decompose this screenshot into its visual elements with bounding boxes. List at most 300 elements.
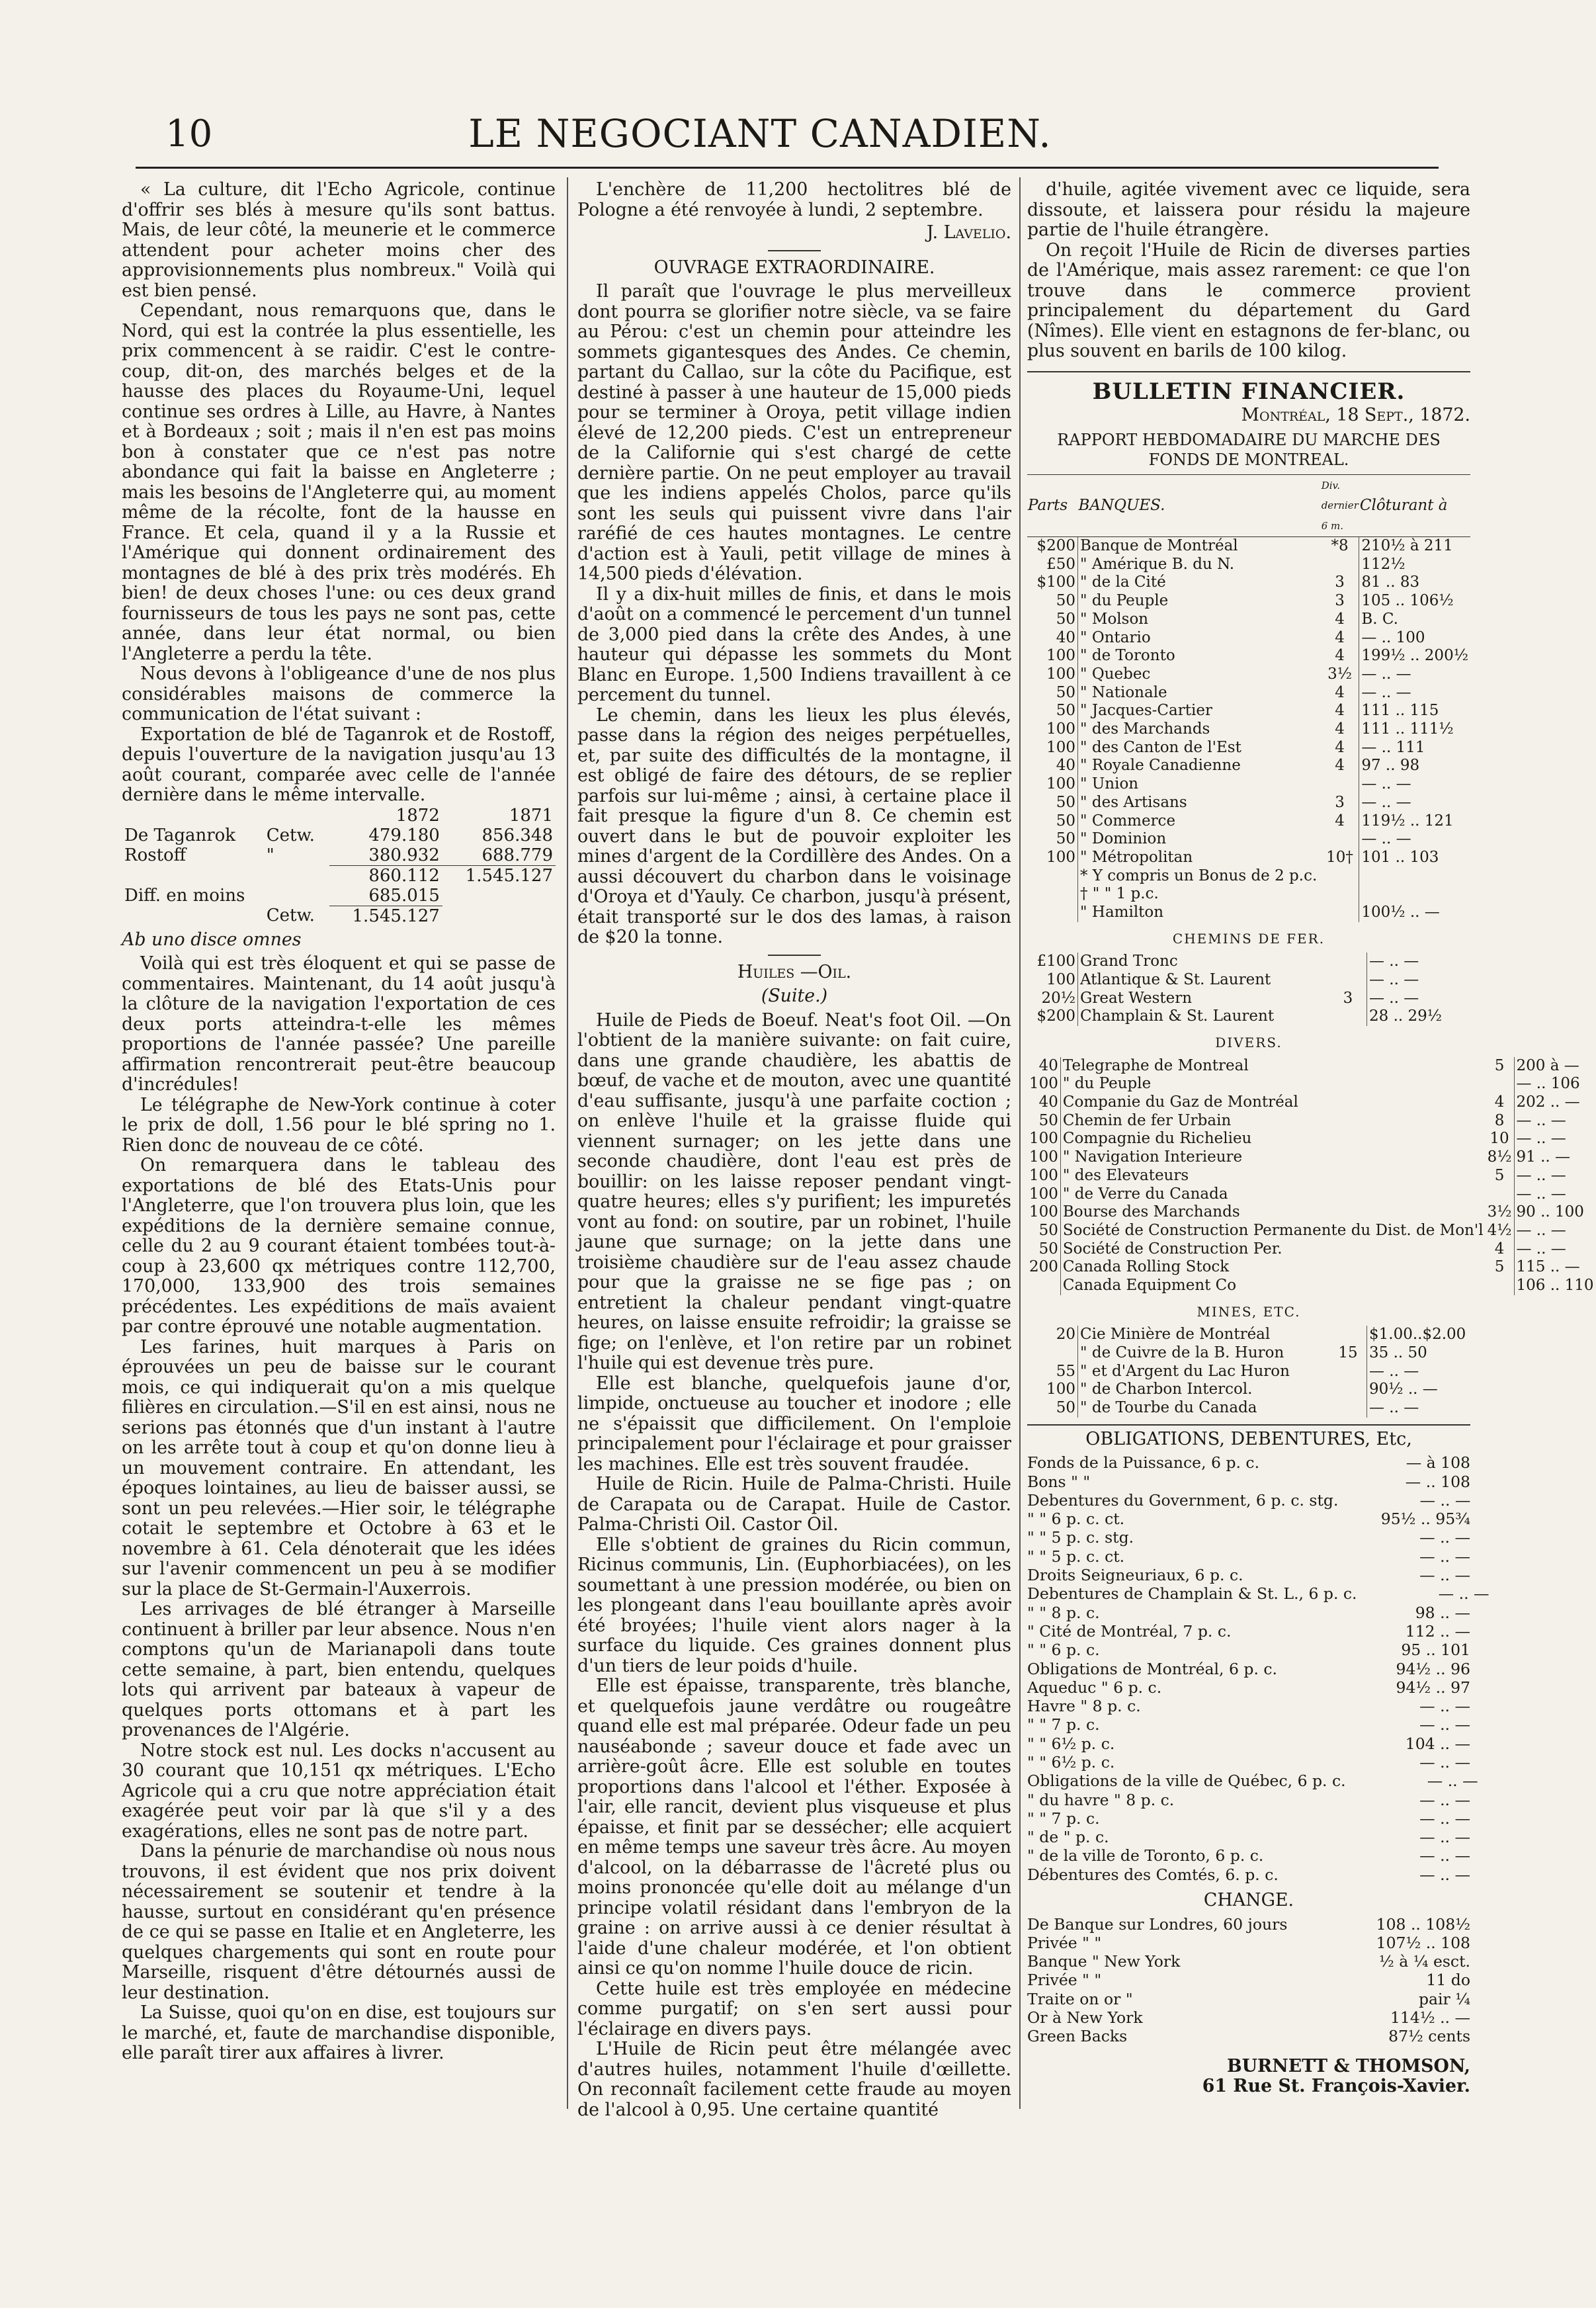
section-title: CHANGE.: [1203, 1890, 1294, 1911]
table-row: [1027, 1240, 1596, 1259]
table-row: [1027, 812, 1470, 831]
closing-price: 90 .. 100: [1516, 1203, 1584, 1221]
par-value: 40: [1027, 1057, 1060, 1076]
page-number: 10: [165, 112, 213, 155]
dividend: [1321, 885, 1359, 904]
dividend: *8: [1321, 537, 1359, 556]
closing-price: 111 .. 115: [1361, 702, 1439, 720]
par-value: 20½: [1027, 990, 1078, 1008]
list-item: [1027, 2027, 1470, 2045]
paragraph: On reçoit l'Huile de Ricin de diverses parties de l'Amérique, mais assez rarement: ce que l'on trouve dans le commerce provient principalement du département du Gard (Nîmes). Elle vient en estagnons de fer-blanc, ou plus souvent en barils de 100 kilog.: [1027, 239, 1470, 361]
table-row: [1027, 1203, 1596, 1222]
export-table: [122, 806, 556, 926]
list-item: [1027, 1660, 1470, 1678]
par-value: [1027, 904, 1078, 922]
par-value: 100: [1027, 1203, 1060, 1222]
table-row: [1027, 629, 1470, 648]
dividend: 4: [1321, 629, 1359, 648]
paragraph: Nous devons à l'obligeance d'une de nos plus considérables maisons de commerce la communication de l'état suivant :: [122, 663, 556, 724]
item-value: — .. —: [1419, 1828, 1470, 1847]
security-name: " Royale Canadienne: [1080, 757, 1241, 775]
security-name: " de Tourbe du Canada: [1080, 1399, 1257, 1417]
item-value: — .. 108: [1405, 1472, 1470, 1491]
cell-value: 688.779: [482, 845, 553, 865]
security-name: Bourse des Marchands: [1062, 1203, 1240, 1221]
par-value: 50: [1027, 702, 1078, 720]
par-value: [1027, 885, 1078, 904]
security-name: Atlantique & St. Laurent: [1080, 970, 1271, 988]
closing-price: 210½ à 211: [1361, 537, 1453, 554]
diff-label: Diff. en moins: [124, 885, 245, 906]
item-label: Bons " ": [1027, 1472, 1091, 1491]
security-name: " du Peuple: [1062, 1075, 1152, 1093]
par-value: [1027, 867, 1078, 886]
table-row: [1027, 849, 1470, 867]
par-value: 100: [1027, 1185, 1060, 1204]
security-name: Canada Equipment Co: [1062, 1277, 1237, 1295]
dividend: 3: [1321, 592, 1359, 611]
paragraph: Cependant, nous remarquons que, dans le Nord, qui est la contrée la plus essentielle, les prix commencent à se raidir. C'est le contre-coup, dit-on, des marchés belges et de la hausse des places du Royaume-Uni, lequel continue ses ordres à Lille, au Havre, à Nantes et à Bordeaux ; soit ; mais il n'en est pas moins bon à constater que ce n'est pas notre abondance qui fait la baisse en Angleterre ; mais les besoins de l'Angleterre qui, au moment même de la récolte, font de la hausse en France. Et cela, quand il y a la Russie et l'Amérique qui donnent ordinairement des montagnes de blé à des prix très modérés. Eh bien! de deux choses l'une: ou ces deux grand fournisseurs de tous les pays ne sont pas, cette année, dans leur état normal, ou bien l'Angleterre a perdu la tête.: [122, 300, 556, 664]
column-2: [577, 180, 1011, 2120]
table-row: [1027, 592, 1470, 611]
closing-price: B. C.: [1361, 610, 1398, 628]
list-item: [1027, 2008, 1470, 2027]
section-subtitle: RAPPORT HEBDOMADAIRE DU MARCHE DES FONDS DE MONTREAL.: [1057, 430, 1441, 469]
closing-price: 112½: [1361, 555, 1406, 573]
item-label: " " 5 p. c. ct.: [1027, 1547, 1125, 1566]
par-value: 100: [1027, 665, 1078, 684]
security-name: " Jacques-Cartier: [1080, 702, 1212, 720]
par-value: 50: [1027, 1112, 1060, 1131]
total-value: 860.112: [329, 865, 442, 886]
security-name: " Commerce: [1080, 812, 1176, 830]
dividend: 5: [1486, 1057, 1514, 1076]
security-name: Cie Minière de Montréal: [1080, 1326, 1271, 1344]
separator: [768, 250, 821, 251]
closing-price: 202 .. —: [1516, 1093, 1580, 1111]
item-value: — .. —: [1419, 1715, 1470, 1734]
list-item: [1027, 1678, 1470, 1697]
item-label: Debentures du Government, 6 p. c. stg.: [1027, 1490, 1339, 1510]
paragraph: Huile de Pieds de Boeuf. Neat's foot Oil. —On l'obtient de la manière suivante: on fait cuire, dans une grande chaudière, les abattis de bœuf, de vache et de mouton, avec une quantité d'eau suffisante, jusqu'à une parfaite coction ; on enlève l'huile et la graisse fluide qui viennent surnager; on les jette dans une seconde chaudière, dont l'eau est près de bouillir: on les laisse reposer pendant vingt-quatre heures; elles s'y purifient; les impuretés vont au fond: on soutire, par un robinet, l'huile jaune que surnage; on la jette dans une troisième chaudière sur de l'eau assez chaude pour que la graisse ne se fige pas ; on entretient la chaleur pendant vingt-quatre heures, on laisse ensuite refroidir; la graisse se fige; on l'enlève, et l'on retire par un robinet l'huile qui est devenue très pure.: [577, 1009, 1011, 1373]
security-name: " de Toronto: [1080, 647, 1175, 665]
closing-price: 105 .. 106½: [1361, 592, 1454, 610]
table-row: [1027, 720, 1470, 739]
item-value: ½ à ¼ esct.: [1378, 1952, 1470, 1971]
list-item: [1027, 1934, 1470, 1952]
security-name: Telegraphe de Montreal: [1062, 1056, 1249, 1074]
item-label: " " 7 p. c.: [1027, 1715, 1100, 1734]
table-section-title: DIVERS.: [1215, 1035, 1282, 1051]
paragraph: Voilà qui est très éloquent et qui se passe de commentaires. Maintenant, du 14 août jusqu'à la clôture de la navigation l'exportation de ces deux ports atteindra-t-elle les mêmes proportions de l'année passée? Une pareille affirmation rencontrerait peut-être beaucoup d'incrédules!: [122, 953, 556, 1095]
item-value: — .. —: [1419, 1809, 1470, 1828]
paragraph: Le télégraphe de New-York continue à coter le prix de doll, 1.56 pour le blé spring no 1. Rien donc de nouveau de ce côté.: [122, 1094, 556, 1156]
list-item: [1027, 1791, 1470, 1809]
dividend: 3½: [1321, 665, 1359, 684]
closing-price: — .. 111: [1361, 738, 1425, 756]
section-title: OBLIGATIONS, DEBENTURES, Etc,: [1085, 1428, 1412, 1449]
par-value: [1027, 1277, 1060, 1295]
par-value: 40: [1027, 1093, 1060, 1112]
item-value: 95½ .. 95¾: [1380, 1510, 1470, 1529]
list-item: [1027, 1915, 1470, 1934]
railway-table: [1027, 953, 1470, 1026]
item-label: Debentures de Champlain & St. L., 6 p. c.: [1027, 1584, 1357, 1603]
par-value: 100: [1027, 720, 1078, 739]
dividend: [1486, 1075, 1514, 1093]
table-row: [1027, 739, 1470, 757]
table-row: [122, 845, 556, 866]
paragraph: Cette huile est très employée en médecine comme purgatif; on s'en sert aussi pour l'éclairage en divers pays.: [577, 1978, 1011, 2039]
item-value: — .. —: [1419, 1865, 1470, 1884]
dividend: [1329, 1007, 1367, 1026]
security-name: † " " 1 p.c.: [1080, 885, 1159, 903]
par-value: 50: [1027, 830, 1078, 849]
par-value: [1027, 1344, 1078, 1363]
item-value: 95 .. 101: [1401, 1641, 1470, 1660]
row-label: Rostoff: [124, 845, 187, 865]
list-item: [1027, 1865, 1470, 1884]
security-name: " Nationale: [1080, 683, 1167, 701]
security-name: Champlain & St. Laurent: [1080, 1007, 1275, 1025]
paragraph: Dans la pénurie de marchandise où nous nous trouvons, il est évident que nos prix doivent nécessairement se soutenir et tendre à la hausse, surtout en considérant qu'en présence de ce qui se passe en Italie et en Angleterre, les quelques chargements qui sont en route pour Marseille, risquent d'être détournés aussi de leur destination.: [122, 1841, 556, 2003]
dividend: 10: [1486, 1130, 1514, 1148]
row-label: De Taganrok: [124, 825, 236, 845]
closing-price: — .. —: [1361, 793, 1411, 811]
dividend: 5: [1486, 1167, 1514, 1185]
closing-price: 81 .. 83: [1361, 574, 1420, 591]
closing-price: 28 .. 29½: [1369, 1007, 1443, 1025]
item-value: — .. —: [1427, 1772, 1478, 1791]
item-value: — à 108: [1406, 1453, 1470, 1473]
cell-value: 856.348: [482, 825, 553, 845]
item-value: 94½ .. 96: [1396, 1659, 1470, 1678]
dividend: 5: [1486, 1258, 1514, 1277]
column-divider: [1019, 177, 1021, 2109]
table-row: [1027, 556, 1470, 574]
paragraph: Il paraît que l'ouvrage le plus merveilleux dont pourra se glorifier notre siècle, va se faire au Pérou: c'est un chemin pour atteindre les sommets gigantesques des Andes. Ce chemin, partant du Callao, sur la côte du Pacifique, est destiné à passer à une hauteur de 15,000 pieds pour se terminer à Oroya, petit village indien élevé de 12,200 pieds. C'est un entrepreneur de la Californie qui s'est chargé de cette dernière partie. On ne peut employer au travail que les indiens appelés Cholos, parce qu'ils sont les seuls qui puissent vivre dans l'air raréfié de ces hautes montagnes. Le centre d'action est à Yauli, petit village de mines à 14,500 pieds d'élévation.: [577, 281, 1011, 584]
closing-price: 35 .. 50: [1369, 1344, 1427, 1361]
item-label: Fonds de la Puissance, 6 p. c.: [1027, 1453, 1260, 1473]
table-row: [1027, 1277, 1596, 1295]
row-unit: ": [266, 845, 274, 865]
par-value: 50: [1027, 1240, 1060, 1259]
closing-price: — .. —: [1369, 970, 1419, 988]
item-label: " " 6 p. c.: [1027, 1641, 1100, 1660]
year-header: 1871: [509, 805, 553, 826]
paragraph: Les arrivages de blé étranger à Marseille continuent à briller par leur absence. Nous n'en comptons qu'un de Marianapoli dans toute cette semaine, à part, bien entendu, quelques lots qui arrivent par bateaux à vapeur de quelques ports ottomans et à part les provenances de l'Algérie.: [122, 1599, 556, 1740]
closing-price: 100½ .. —: [1361, 904, 1440, 921]
closing-price: — .. —: [1516, 1166, 1566, 1184]
separator: [768, 955, 821, 956]
closing-price: 97 .. 98: [1361, 757, 1420, 775]
table-row: [1027, 1258, 1596, 1277]
closing-price: — .. —: [1516, 1111, 1566, 1129]
total-row: [122, 865, 556, 886]
list-item: [1027, 1528, 1470, 1547]
security-name: " Dominion: [1080, 830, 1167, 848]
dividend: [1321, 867, 1359, 886]
paragraph: La Suisse, quoi qu'on en dise, est toujours sur le marché, et, faute de marchandise disponible, elle paraît tirer aux affaires à livrer.: [122, 2002, 556, 2063]
item-value: 107½ .. 108: [1376, 1933, 1470, 1952]
closing-price: — .. 100: [1361, 628, 1425, 646]
list-item: [1027, 1622, 1470, 1641]
item-label: Traite on or ": [1027, 1989, 1133, 2008]
closing-price: — .. —: [1369, 989, 1419, 1007]
dividend: 15: [1329, 1344, 1367, 1363]
item-value: 104 .. —: [1405, 1734, 1470, 1753]
item-label: Havre " 8 p. c.: [1027, 1697, 1141, 1716]
list-item: [1027, 1603, 1470, 1622]
cell-value: 380.932: [368, 845, 440, 865]
security-name: " Quebec: [1080, 665, 1151, 683]
par-value: 100: [1027, 647, 1078, 665]
item-value: — .. —: [1419, 1566, 1470, 1585]
article-heading: OUVRAGE EXTRAORDINAIRE.: [653, 257, 935, 278]
dividend: [1329, 953, 1367, 971]
table-row: [1027, 647, 1470, 665]
final-value: 1.545.127: [329, 906, 442, 926]
list-item: [1027, 1584, 1490, 1603]
table-row: [1027, 953, 1470, 971]
paragraph: Elle est blanche, quelquefois jaune d'or, limpide, onctueuse au toucher et inodore ; elle ne s'épaissit que difficilement. On l'emploie principalement pour l'éclairage et pour graisser les machines. Elle est très souvent fraudée.: [577, 1373, 1011, 1475]
closing-price: — .. —: [1361, 665, 1411, 683]
par-value: 100: [1027, 739, 1078, 757]
col-header: BANQUES.: [1078, 474, 1321, 537]
table-row: [1027, 1075, 1596, 1093]
list-item: [1027, 1952, 1470, 1971]
diff-value: 685.015: [368, 885, 440, 906]
par-value: $200: [1027, 1007, 1078, 1026]
closing-price: — .. —: [1516, 1130, 1566, 1148]
item-value: — .. —: [1438, 1584, 1490, 1603]
list-item: [1027, 1491, 1470, 1510]
dividend: 8½: [1486, 1148, 1514, 1167]
table-row: [1027, 1326, 1470, 1344]
item-label: Droits Seigneuriaux, 6 p. c.: [1027, 1566, 1243, 1585]
closing-price: 90½ .. —: [1369, 1381, 1438, 1398]
header-rule: [136, 167, 1439, 169]
dividend: 3: [1321, 574, 1359, 592]
paragraph: Elle est épaisse, transparente, très blanche, et quelquefois jaune verdâtre ou rougeâtre quand elle est mal préparée. Odeur fade un peu nauséabonde ; saveur douce et fade avec un arrière-goût âcre. Elle est soluble en toutes proportions dans l'alcool et l'éther. Exposée à l'air, elle rancit, devient plus visqueuse et plus épaisse, et finit par se dessécher; elle acquiert en même temps une saveur très âcre. Au moyen d'alcool, on la débarrasse de l'âcreté plus ou moins prononcée qu'elle doit au mélange d'un principe volatil résidant dans l'embryon de la graine : on arrive aussi à ce denier résultat à l'aide d'une chaleur modérée, et l'on obtient ainsi ce qu'on nomme l'huile douce de ricin.: [577, 1676, 1011, 1979]
security-name: " de la Cité: [1080, 574, 1166, 591]
item-label: " de la ville de Toronto, 6 p. c.: [1027, 1846, 1264, 1865]
par-value: 50: [1027, 684, 1078, 703]
dividend: 4: [1321, 611, 1359, 629]
par-value: 40: [1027, 757, 1078, 775]
paragraph: d'huile, agitée vivement avec ce liquide, sera dissoute, et laissera pour résidu la majeure partie de l'huile étrangère.: [1027, 179, 1470, 240]
dividend: [1329, 1363, 1367, 1381]
par-value: 100: [1027, 1381, 1078, 1399]
item-label: Or à New York: [1027, 2008, 1143, 2028]
item-value: 112 .. —: [1405, 1621, 1470, 1641]
paragraph: Il y a dix-huit milles de finis, et dans le mois d'août on a commencé le percement d'un tunnel de 3,000 pied dans la crête des Andes, à une hauteur qui dépasse les sommets du Mont Blanc en Europe. 1,500 Indiens travaillent à ce percement du tunnel.: [577, 583, 1012, 705]
table-section-title: MINES, ETC.: [1197, 1303, 1301, 1320]
table-row: [1027, 867, 1470, 886]
dividend: 4: [1486, 1093, 1514, 1112]
closing-price: [1359, 885, 1470, 904]
dividend: [1321, 556, 1359, 574]
item-label: Obligations de Montréal, 6 p. c.: [1027, 1659, 1278, 1678]
security-name: " des Canton de l'Est: [1080, 738, 1241, 756]
security-name: " des Elevateurs: [1062, 1166, 1189, 1184]
dividend: [1321, 904, 1359, 922]
security-name: Canada Rolling Stock: [1062, 1258, 1230, 1276]
item-label: Débentures des Comtés, 6. p. c.: [1027, 1865, 1279, 1884]
security-name: " Hamilton: [1080, 904, 1164, 921]
par-value: 100: [1027, 849, 1078, 867]
table-row: [1027, 1344, 1470, 1363]
par-value: 40: [1027, 629, 1078, 648]
paragraph: Elle s'obtient de graines du Ricin commun, Ricinus communis, Lin. (Euphorbiacées), on les soumettant à une pression modérée, ou bien on les plongeant dans l'eau bouillante après avoir été broyées; l'huile vient alors nager à la surface du liquide. Ces graines donnent plus d'un tiers de leur poids d'huile.: [577, 1534, 1011, 1676]
dividend: [1329, 1399, 1367, 1418]
dividend: 4: [1486, 1240, 1514, 1259]
item-label: " " 5 p. c. stg.: [1027, 1528, 1134, 1547]
list-item: [1027, 1734, 1470, 1753]
table-row: [1027, 1185, 1596, 1204]
col-header: Clôturant à: [1359, 474, 1470, 537]
item-value: — .. —: [1419, 1547, 1470, 1566]
item-label: Obligations de la ville de Québec, 6 p. c.: [1027, 1772, 1346, 1791]
table-row: [1027, 574, 1470, 592]
table-row: [1027, 775, 1470, 794]
item-value: 108 .. 108½: [1376, 1914, 1470, 1934]
security-name: Companie du Gaz de Montréal: [1062, 1093, 1298, 1111]
dividend: [1329, 1326, 1367, 1344]
dividend: [1486, 1185, 1514, 1204]
table-row: [1027, 1167, 1596, 1185]
security-name: " Amérique B. du N.: [1080, 555, 1235, 573]
closing-price: — .. —: [1369, 953, 1419, 970]
par-value: 20: [1027, 1326, 1078, 1344]
security-name: " et d'Argent du Lac Huron: [1080, 1362, 1290, 1380]
closing-price: 106 .. 110: [1516, 1277, 1594, 1295]
article-heading: Huiles —Oil.: [737, 961, 852, 982]
item-label: " " 6 p. c. ct.: [1027, 1510, 1125, 1529]
cell-value: 479.180: [368, 825, 440, 845]
security-name: " du Peuple: [1080, 592, 1169, 610]
list-item: [1027, 1772, 1478, 1791]
separator: [1027, 371, 1470, 372]
list-item: [1027, 1971, 1470, 1989]
table-row: [1027, 1057, 1596, 1076]
list-item: [1027, 1846, 1470, 1865]
par-value: 100: [1027, 1148, 1060, 1167]
change-list: [1027, 1915, 1470, 2046]
table-row: [1027, 1093, 1596, 1112]
security-name: Compagnie du Richelieu: [1062, 1130, 1252, 1148]
table-row: [1027, 684, 1470, 703]
item-value: 114½ .. —: [1390, 2008, 1470, 2028]
item-value: — .. —: [1419, 1846, 1470, 1865]
table-row: [1027, 1222, 1596, 1240]
dividend: [1321, 830, 1359, 849]
column-1: [122, 180, 556, 2064]
paragraph: Huile de Ricin. Huile de Palma-Christi. Huile de Carapata ou de Carapat. Huile de Castor. Palma-Christi Oil. Castor Oil.: [577, 1474, 1011, 1535]
dividend: 4: [1321, 702, 1359, 720]
paragraph: Le chemin, dans les lieux les plus élevés, passe dans la région des neiges perpétuelles, et, par suite des difficultés de la montagne, il est obligé de faire des détours, de se replier parfois sur lui-même ; ainsi, à certaine place il fait presque la figure d'un 8. Ce chemin est ouvert dans le but de pouvoir exploiter les mines d'argent de la Cordillère des Andes. On a aussi découvert du charbon dans le voisinage d'Oroya et d'Yauly. Ce charbon, jusqu'à présent, était transporté sur le dos des lamas, à raison de $20 la tonne.: [577, 705, 1011, 947]
security-name: " Ontario: [1080, 628, 1151, 646]
item-label: " " 7 p. c.: [1027, 1809, 1100, 1828]
table-row: [122, 826, 556, 845]
par-value: 100: [1027, 971, 1078, 990]
closing-price: 115 .. —: [1516, 1258, 1580, 1276]
item-value: 87½ cents: [1388, 2027, 1470, 2046]
security-name: * Y compris un Bonus de 2 p.c.: [1080, 867, 1318, 884]
par-value: 50: [1027, 794, 1078, 812]
par-value: £50: [1027, 556, 1078, 574]
par-value: 50: [1027, 1399, 1078, 1418]
dividend: 10†: [1321, 849, 1359, 867]
security-name: Banque de Montréal: [1080, 537, 1238, 554]
closing-price: — .. —: [1361, 830, 1411, 848]
table-row: [1027, 904, 1470, 922]
item-label: " " 8 p. c.: [1027, 1603, 1100, 1622]
table-row: [1027, 1007, 1470, 1026]
diff-row: [122, 886, 556, 906]
security-name: " Métropolitan: [1080, 848, 1193, 866]
table-row: [1027, 1130, 1596, 1148]
paragraph: L'Huile de Ricin peut être mélangée avec d'autres huiles, notamment l'huile d'œillette. On reconnaît facilement cette fraude au moyen de l'alcool à 0,95. Une certaine quantité: [577, 2039, 1011, 2120]
list-item: [1027, 1697, 1470, 1715]
dividend: 4: [1321, 647, 1359, 665]
par-value: 50: [1027, 611, 1078, 629]
security-name: " des Artisans: [1080, 793, 1187, 811]
separator: [1027, 1424, 1470, 1426]
security-name: " de Charbon Intercol.: [1080, 1381, 1253, 1398]
table-row: [1027, 537, 1470, 556]
item-label: " " 6½ p. c.: [1027, 1752, 1115, 1772]
security-name: Société de Construction Per.: [1062, 1240, 1282, 1258]
table-row: [1027, 757, 1470, 775]
closing-price: — .. —: [1361, 775, 1411, 793]
total-value: 1.545.127: [442, 865, 556, 886]
closing-price: 199½ .. 200½: [1361, 647, 1468, 665]
security-name: " de Verre du Canada: [1062, 1185, 1228, 1203]
paragraph: On remarquera dans le tableau des exportations de blé des Etats-Unis pour l'Angleterre, que l'on trouvera plus loin, que les expéditions de la dernière semaine connue, celle du 2 au 9 courant étaient tombées tout-à-coup à 23,600 qx métriques contre 112,700, 170,000, 133,900 des trois semaines précédentes. Les expéditions de maïs avaient par contre éprouvé une notable augmentation.: [122, 1155, 556, 1337]
list-item: [1027, 1990, 1470, 2008]
table-row: [1027, 1399, 1470, 1418]
table-row: [1027, 665, 1470, 684]
table-row: [1027, 794, 1470, 812]
dateline: Montréal, 18 Sept., 1872.: [1241, 405, 1470, 425]
par-value: £100: [1027, 953, 1078, 971]
paragraph: « La culture, dit l'Echo Agricole, continue d'offrir ses blés à mesure qu'ils sont battus. Mais, de leur côté, la meunerie et le commerce attendent pour acheter moins cher des approvisionnements plus nombreux." Voilà qui est bien pensé.: [122, 179, 556, 301]
par-value: 50: [1027, 812, 1078, 831]
par-value: 50: [1027, 1222, 1060, 1240]
list-item: [1027, 1453, 1470, 1472]
item-value: 11 do: [1426, 1971, 1470, 1990]
list-item: [1027, 1566, 1470, 1584]
final-unit: Cetw.: [266, 906, 315, 926]
security-name: " Union: [1080, 775, 1139, 793]
dividend: 4½: [1486, 1222, 1514, 1240]
item-label: " Cité de Montréal, 7 p. c.: [1027, 1621, 1232, 1641]
par-value: 100: [1027, 1075, 1060, 1093]
table-section-title: CHEMINS DE FER.: [1172, 930, 1325, 947]
dividend: 4: [1321, 757, 1359, 775]
table-row: [1027, 702, 1470, 720]
item-value: pair ¼: [1418, 1989, 1470, 2008]
dividend: 4: [1321, 684, 1359, 703]
table-row: [1027, 830, 1470, 849]
dividend: 3½: [1486, 1203, 1514, 1222]
obligations-list: [1027, 1453, 1490, 1884]
firm-name: BURNETT & THOMSON,: [1226, 2055, 1470, 2076]
item-value: — .. —: [1419, 1790, 1470, 1809]
dividend: 4: [1321, 739, 1359, 757]
security-name: " Molson: [1080, 610, 1149, 628]
